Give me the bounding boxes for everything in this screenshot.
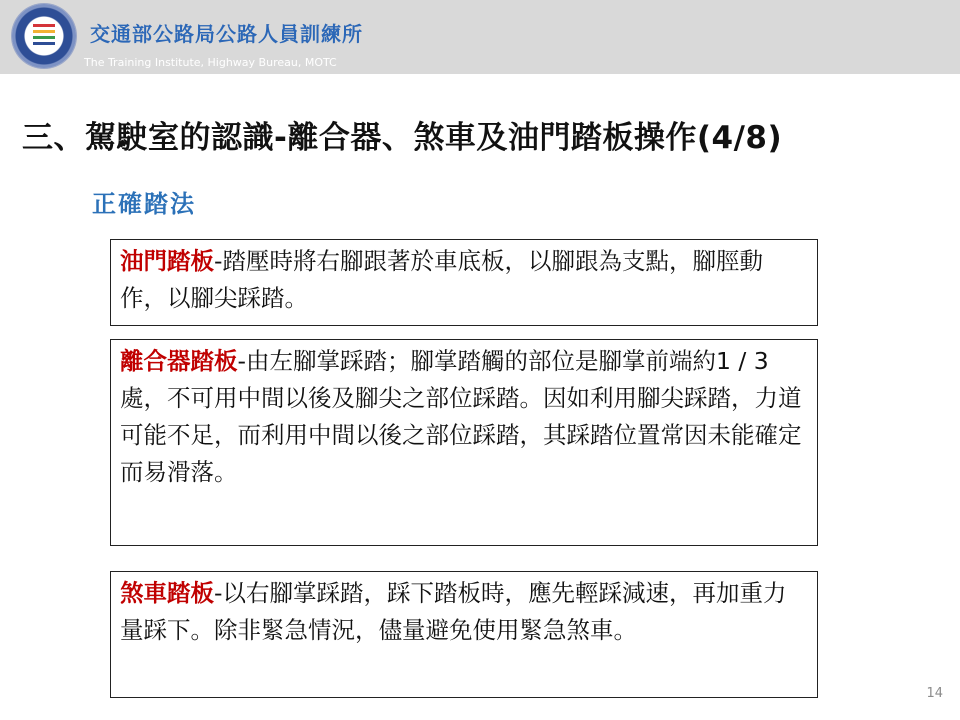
logo-emblem [33,22,55,48]
header-band [0,0,960,74]
box-term: 油門踏板 [120,247,214,275]
box-term: 煞車踏板 [120,579,214,607]
org-name: 交通部公路局公路人員訓練所 [90,22,363,46]
box-text: -以右腳掌踩踏，踩下踏板時，應先輕踩減速，再加重力量踩下。除非緊急情況，儘量避免使用緊急煞車。 [120,579,787,644]
box-text: -由左腳掌踩踏；腳掌踏觸的部位是腳掌前端約1 / 3處，不可用中間以後及腳尖之部位踩踏。因如利用腳尖踩踏，力道可能不足，而利用中間以後之部位踩踏，其踩踏位置常因未能確定而易滑落。 [120,347,802,486]
subheading: 正確踏法 [92,190,196,218]
institute-logo [12,4,76,68]
slide-title: 三、駕駛室的認識-離合器、煞車及油門踏板操作(4/8) [22,120,783,156]
page-number: 14 [926,686,943,701]
brake-pedal-box [110,571,818,698]
box-text: -踏壓時將右腳跟著於車底板，以腳跟為支點，腳脛動作，以腳尖踩踏。 [120,247,763,312]
accelerator-pedal-box [110,239,818,326]
clutch-pedal-box [110,339,818,546]
org-subtitle: The Training Institute, Highway Bureau, MOTC [84,56,337,69]
box-term: 離合器踏板 [120,347,238,375]
